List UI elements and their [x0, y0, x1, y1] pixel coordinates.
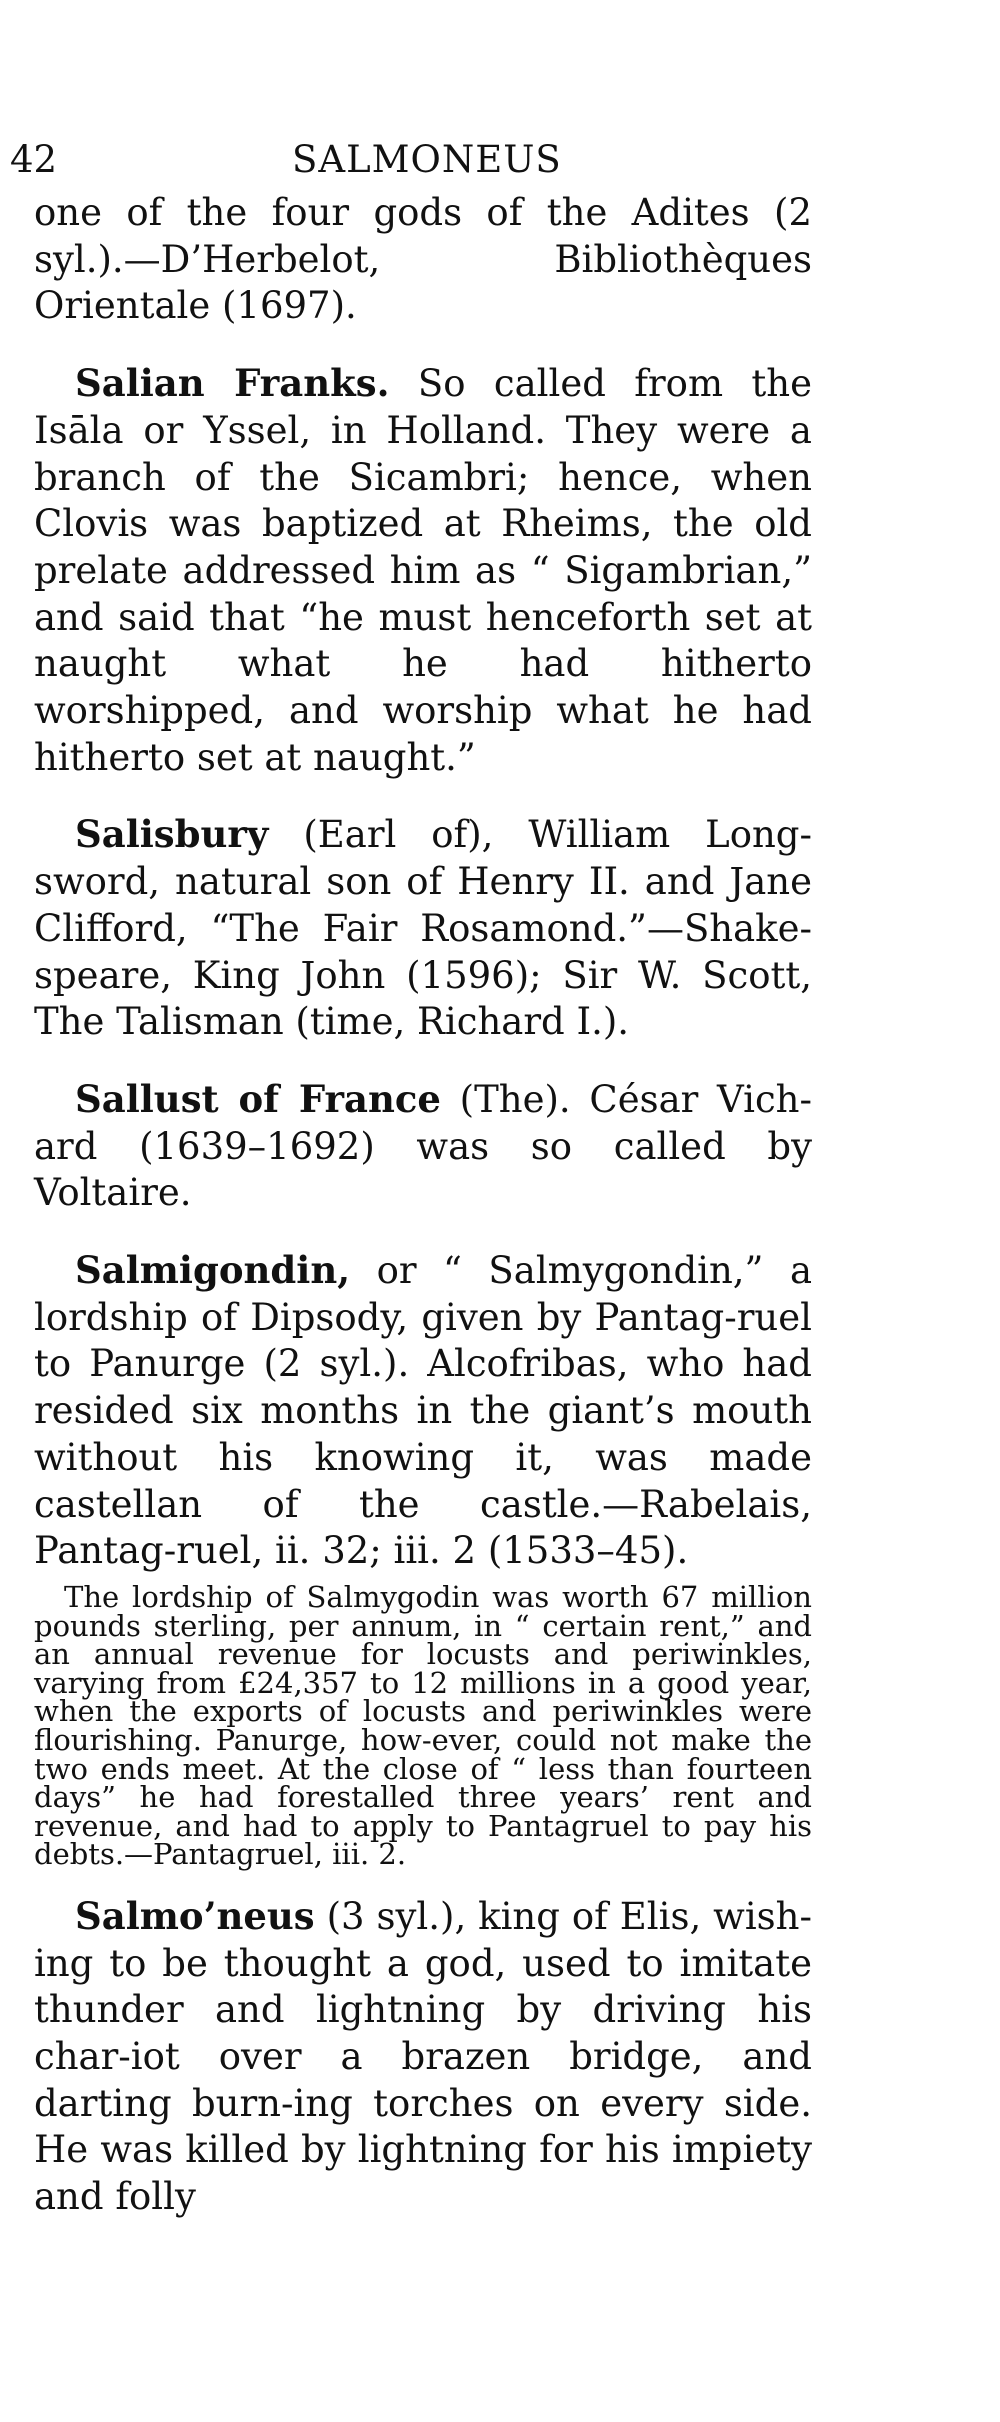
entry-salisbury	[34, 811, 812, 1046]
continued-entry	[34, 190, 812, 330]
entry-text: (The). César Vich-ard (1639–1692) was so called by Voltaire.	[34, 1077, 812, 1215]
page-number: 42	[10, 138, 58, 181]
entry-text: (3 syl.), king of Elis, wish-ing to be thought a god, used to imitate thunder and lightning by driving his char-iot over a brazen bridge, and darting burn-ing torches on every side. He was killed by lightning for his impiety and folly	[34, 1894, 812, 2219]
entry-salmoneus	[34, 1893, 812, 2221]
running-head	[10, 130, 812, 190]
entry-text: (Earl of), William Long-sword, natural son of Henry II. and Jane Clifford, “The Fair Rosamond.”—Shake-speare, King John (1596); Sir W. Scott, The Talisman (time, Richard I.).	[34, 813, 812, 1044]
headword: Salian Franks.	[75, 361, 390, 406]
headword: Salisbury	[75, 812, 269, 857]
headword: Salmigondin,	[75, 1248, 351, 1293]
entry-sallust-of-france	[34, 1076, 812, 1217]
dictionary-page	[10, 130, 813, 2221]
salmigondin-note	[34, 1579, 812, 1872]
entry-list	[34, 190, 812, 2221]
headword: Sallust of France	[75, 1076, 441, 1121]
entry-salmigondin	[34, 1247, 812, 1575]
entry-text: or “ Salmygondin,” a lordship of Dipsody, given by Pantag-ruel to Panurge (2 syl.). Alcofribas, who had resided six months in the giant’s mouth without his knowing it, was made castellan of the castle.—Rabelais, Pantag-ruel, ii. 32; iii. 2 (1533–45).	[34, 1249, 813, 1573]
entry-salian-franks	[34, 360, 812, 781]
headword: Salmo’neus	[75, 1893, 315, 1938]
entry-text: one of the four gods of the Adites (2 syl.).—D’Herbelot, Bibliothèques Orientale (1697).	[34, 191, 812, 328]
note-text: The lordship of Salmygodin was worth 67 million pounds sterling, per annum, in “ certain rent,” and an annual revenue for locusts and periwinkles, varying from £24,357 to 12 millions in a good year, when the exports of locusts and periwinkles were flourishing. Panurge, how-ever, could not make the two ends meet. At the close of “ less than fourteen days” he had forestalled three years’ rent and revenue, and had to apply to Pantagruel to pay his debts.—Pantagruel, iii. 2.	[34, 1579, 812, 1872]
entry-text: So called from the Isāla or Yssel, in Holland. They were a branch of the Sicambri; hence, when Clovis was baptized at Rheims, the old prelate addressed him as “ Sigambrian,” and said that “he must henceforth set at naught what he had hitherto worshipped, and worship what he had hitherto set at naught.”	[34, 362, 812, 779]
running-title: SALMONEUS	[292, 138, 562, 181]
